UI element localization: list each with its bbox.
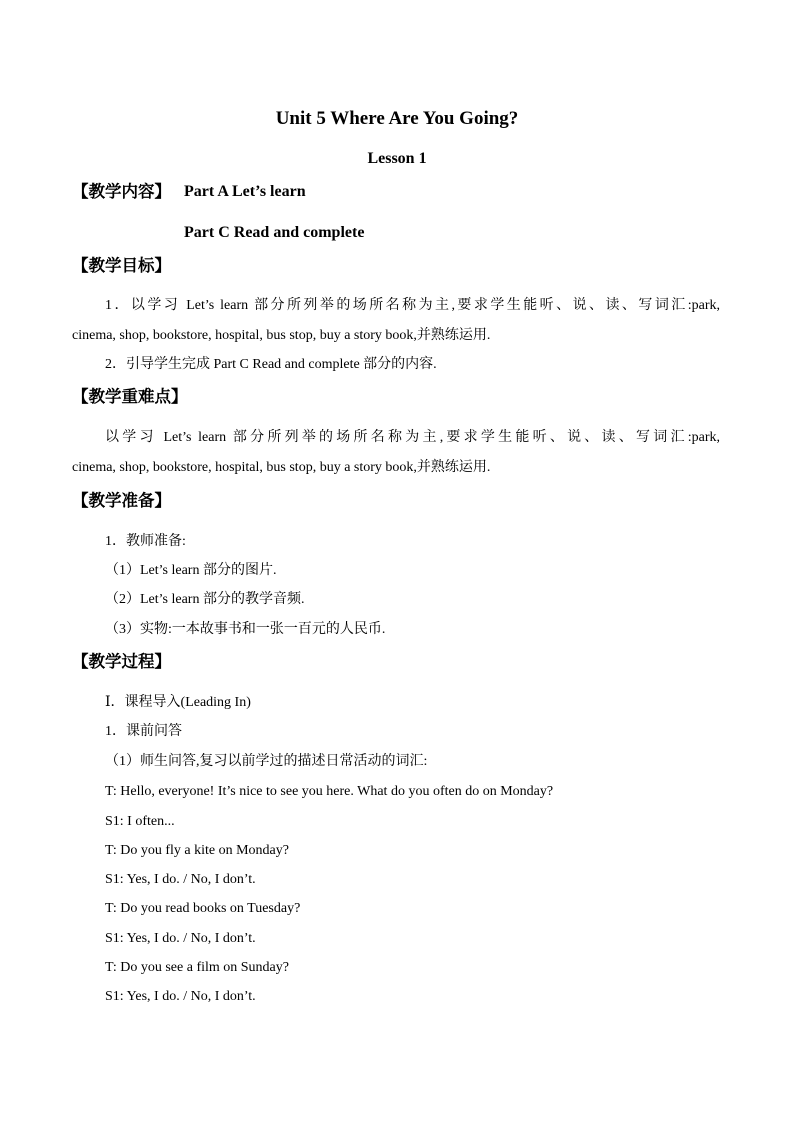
process-section-1: Ⅰ．课程导入(Leading In) [105, 695, 251, 710]
dialogue-line: T: Hello, everyone! It’s nice to see you here. What do you often do on Monday? [105, 784, 554, 799]
key-points-line-2: cinema, shop, bookstore, hospital, bus stop, buy a story book,并熟练运用. [72, 460, 491, 475]
objectives-heading: 【教学目标】 [72, 256, 171, 275]
objective-item-1-line-1: 1．以学习 Let’s learn 部分所列举的场所名称为主,要求学生能听、说、读、写词汇:park, [105, 298, 720, 313]
dialogue-line: T: Do you see a film on Sunday? [105, 960, 289, 975]
preparation-item-1: 1．教师准备: [105, 534, 186, 549]
key-points-line-1: 以学习 Let’s learn 部分所列举的场所名称为主,要求学生能听、说、读、写词汇:park, [105, 430, 720, 445]
content-line-1: Part A Let’s learn [184, 183, 306, 200]
dialogue-line: T: Do you fly a kite on Monday? [105, 843, 289, 858]
process-step-1: 1．课前问答 [105, 724, 182, 739]
dialogue-line: S1: Yes, I do. / No, I don’t. [105, 931, 256, 946]
document-title: Unit 5 Where Are You Going? [275, 108, 519, 129]
preparation-sub-1: （1）Let’s learn 部分的图片. [105, 563, 277, 578]
preparation-sub-3: （3）实物:一本故事书和一张一百元的人民币. [105, 622, 386, 637]
process-sub-1: （1）师生问答,复习以前学过的描述日常活动的词汇: [105, 754, 428, 769]
key-points-heading: 【教学重难点】 [72, 387, 188, 406]
content-line-2: Part C Read and complete [184, 224, 365, 241]
dialogue-line: S1: Yes, I do. / No, I don’t. [105, 989, 256, 1004]
process-heading: 【教学过程】 [72, 652, 171, 671]
content-heading: 【教学内容】 [72, 182, 171, 201]
preparation-sub-2: （2）Let’s learn 部分的教学音频. [105, 592, 305, 607]
preparation-heading: 【教学准备】 [72, 491, 171, 510]
dialogue-line: T: Do you read books on Tuesday? [105, 901, 301, 916]
lesson-subtitle: Lesson 1 [367, 150, 427, 167]
dialogue-line: S1: Yes, I do. / No, I don’t. [105, 872, 256, 887]
objective-item-2: 2．引导学生完成 Part C Read and complete 部分的内容. [105, 357, 437, 372]
dialogue-line: S1: I often... [105, 814, 175, 829]
objective-item-1-line-2: cinema, shop, bookstore, hospital, bus stop, buy a story book,并熟练运用. [72, 328, 491, 343]
